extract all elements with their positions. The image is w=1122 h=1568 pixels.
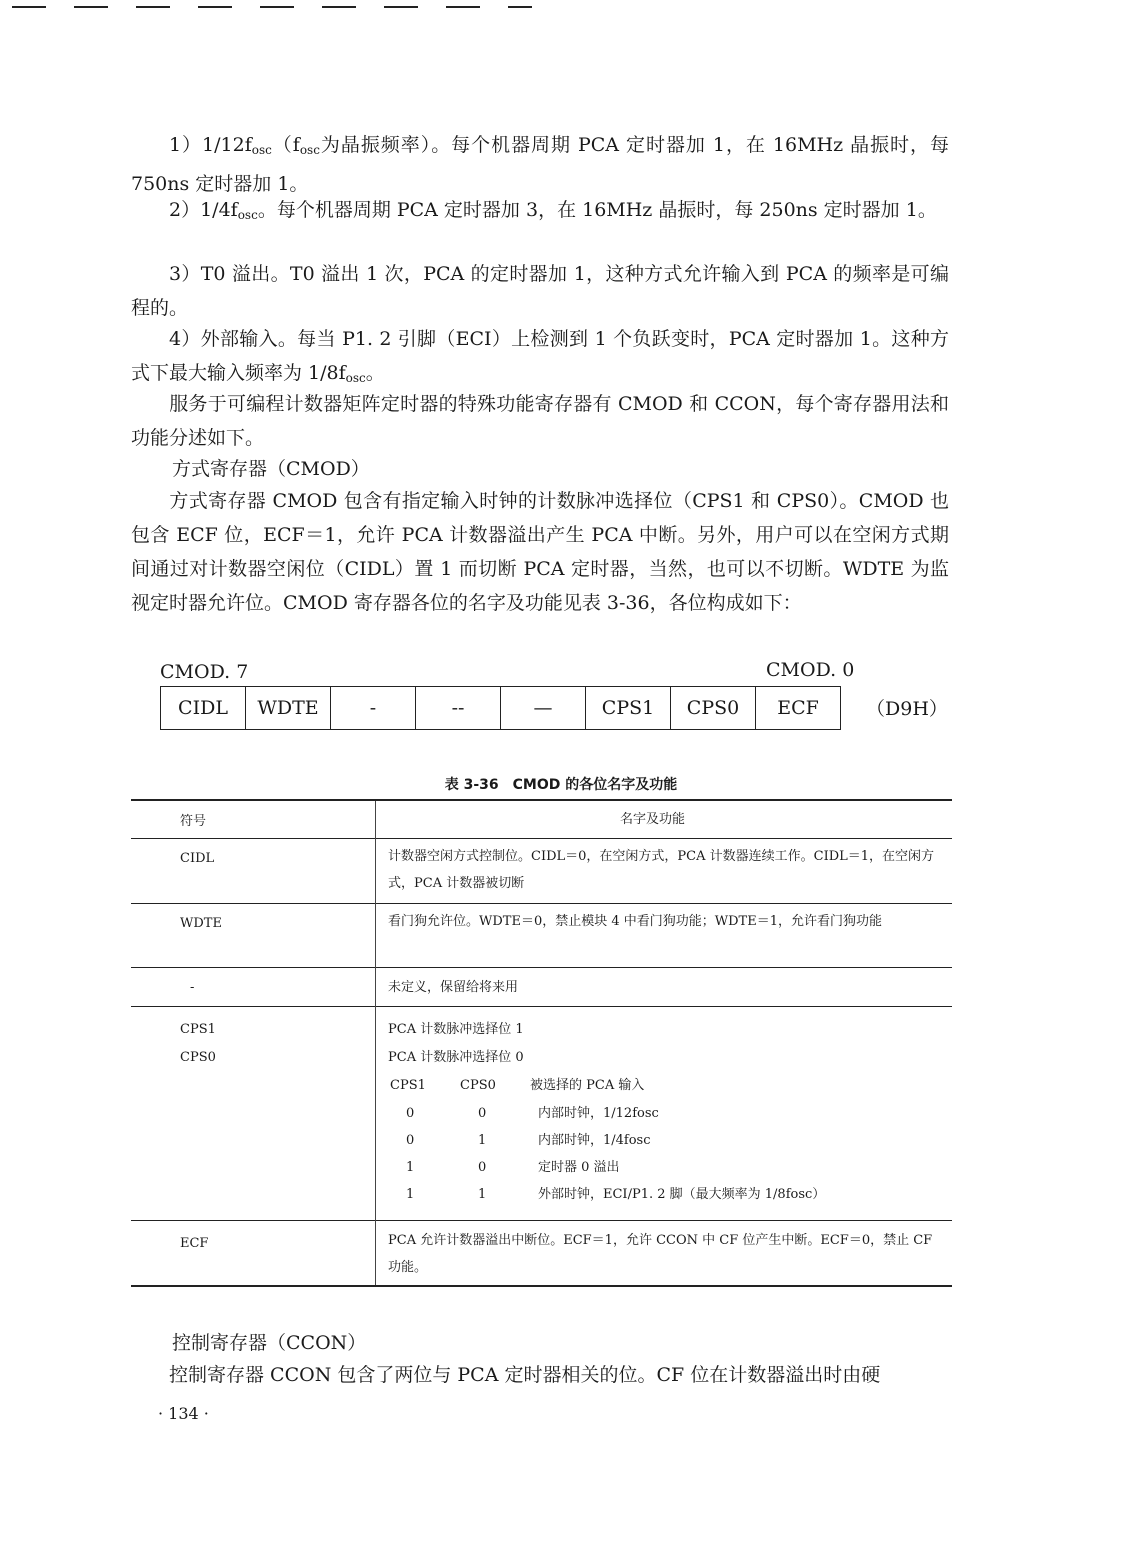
function-cell: PCA 允许计数器溢出中断位。ECF＝1，允许 CCON 中 CF 位产生中断。ECF＝0，禁止 CF 功能。: [388, 1233, 933, 1275]
register-bit: -: [331, 687, 416, 730]
paragraph-sfr-intro: 服务于可编程计数器矩阵定时器的特殊功能寄存器有 CMOD 和 CCON，每个寄存器用法和功能分述如下。: [131, 393, 949, 449]
table-row-rule: [131, 903, 952, 904]
register-bit: CIDL: [161, 687, 246, 730]
subtable-cell: 内部时钟，1/12fosc: [538, 1106, 659, 1121]
function-cell: PCA 计数脉冲选择位 1: [388, 1022, 524, 1037]
register-address: （D9H）: [866, 698, 948, 720]
subtable-header: CPS0: [460, 1078, 496, 1093]
symbol-cell: CIDL: [180, 851, 215, 866]
register-label-msb: CMOD. 7: [160, 661, 249, 683]
subtable-cell: 外部时钟，ECI/P1. 2 脚（最大频率为 1/8fosc）: [538, 1187, 826, 1202]
subtable-cell: 定时器 0 溢出: [538, 1160, 620, 1175]
paragraph-ccon: 控制寄存器 CCON 包含了两位与 PCA 定时器相关的位。CF 位在计数器溢出时由硬: [169, 1364, 881, 1386]
function-cell: 看门狗允许位。WDTE＝0，禁止模块 4 中看门狗功能；WDTE＝1，允许看门狗功能: [388, 914, 882, 929]
register-bit: CPS1: [586, 687, 671, 730]
heading-cmod: 方式寄存器（CMOD）: [172, 458, 370, 480]
symbol-cell: WDTE: [180, 916, 222, 931]
table-top-rule: [131, 799, 952, 801]
subtable-cell: 1: [478, 1133, 487, 1148]
header-function: 名字及功能: [620, 812, 686, 827]
subtable-cell: 1: [406, 1160, 415, 1175]
table-caption: 表 3-36 CMOD 的各位名字及功能: [444, 777, 678, 793]
subtable-header: 被选择的 PCA 输入: [530, 1078, 645, 1093]
paragraph-mode-4: 4）外部输入。每当 P1. 2 引脚（ECI）上检测到 1 个负跃变时，PCA 定时器加 1。这种方式下最大输入频率为 $1/8f_{osc}$。: [131, 328, 949, 385]
symbol-cell: ECF: [180, 1236, 209, 1251]
symbol-cell: CPS1: [180, 1022, 216, 1037]
register-bit: —: [501, 687, 586, 730]
symbol-cell: -: [190, 980, 195, 995]
page-number: · 134 ·: [158, 1404, 209, 1423]
paragraph-mode-1: $1)1/12f_{osc}(f_{osc}$为晶振频率）。每个机器周期 PCA 定时器加 1，在 16MHz 晶振时，每 750ns 定时器加 1。: [131, 134, 949, 195]
table-row-rule: [131, 1220, 952, 1221]
header-symbol: 符号: [180, 814, 207, 829]
register-bit: --: [416, 687, 501, 730]
subtable-cell: 1: [478, 1187, 487, 1202]
subtable-cell: 0: [406, 1133, 415, 1148]
paragraph-mode-3: 3）T0 溢出。T0 溢出 1 次，PCA 的定时器加 1，这种方式允许输入到 PCA 的频率是可编程的。: [131, 263, 949, 319]
paragraph-mode-2: $2)1/4f_{osc}$。每个机器周期 PCA 定时器加 3，在 16MHz 晶振时，每 250ns 定时器加 1。: [169, 199, 937, 222]
function-cell: PCA 计数脉冲选择位 0: [388, 1050, 524, 1065]
heading-ccon: 控制寄存器（CCON）: [172, 1332, 367, 1354]
function-cell: 未定义，保留给将来用: [388, 980, 519, 995]
table-row-rule: [131, 1006, 952, 1007]
function-cell: 计数器空闲方式控制位。CIDL＝0，在空闲方式，PCA 计数器连续工作。CIDL＝1，在空闲方式，PCA 计数器被切断: [388, 849, 935, 891]
symbol-cell: CPS0: [180, 1050, 216, 1065]
subtable-cell: 0: [478, 1160, 487, 1175]
register-bit: ECF: [756, 687, 841, 730]
subtable-cell: 内部时钟，1/4fosc: [538, 1133, 651, 1148]
table-header-rule: [131, 838, 952, 839]
paragraph-cmod: 方式寄存器 CMOD 包含有指定输入时钟的计数脉冲选择位（CPS1 和 CPS0）。CMOD 也包含 ECF 位，ECF＝1，允许 PCA 计数器溢出产生 PCA 中断。另外，用户可以在空闲方式期间通过对计数器空闲位（CIDL）置 1 而切断 PCA 定时器，当然，也可以不切断。WDTE 为监视定时器允许位。CMOD 寄存器各位的名字及功能见表 3-36，各位构成如下：: [131, 490, 949, 614]
cmod-register-diagram: [160, 686, 841, 730]
table-bottom-rule: [131, 1285, 952, 1287]
register-bit: CPS0: [671, 687, 756, 730]
subtable-header: CPS1: [390, 1078, 426, 1093]
register-bit: WDTE: [246, 687, 331, 730]
table-row-rule: [131, 967, 952, 968]
register-label-lsb: CMOD. 0: [766, 659, 855, 681]
top-border-dashes: [12, 6, 532, 8]
subtable-cell: 0: [406, 1106, 415, 1121]
subtable-cell: 0: [478, 1106, 487, 1121]
subtable-cell: 1: [406, 1187, 415, 1202]
table-column-divider: [375, 801, 376, 1285]
